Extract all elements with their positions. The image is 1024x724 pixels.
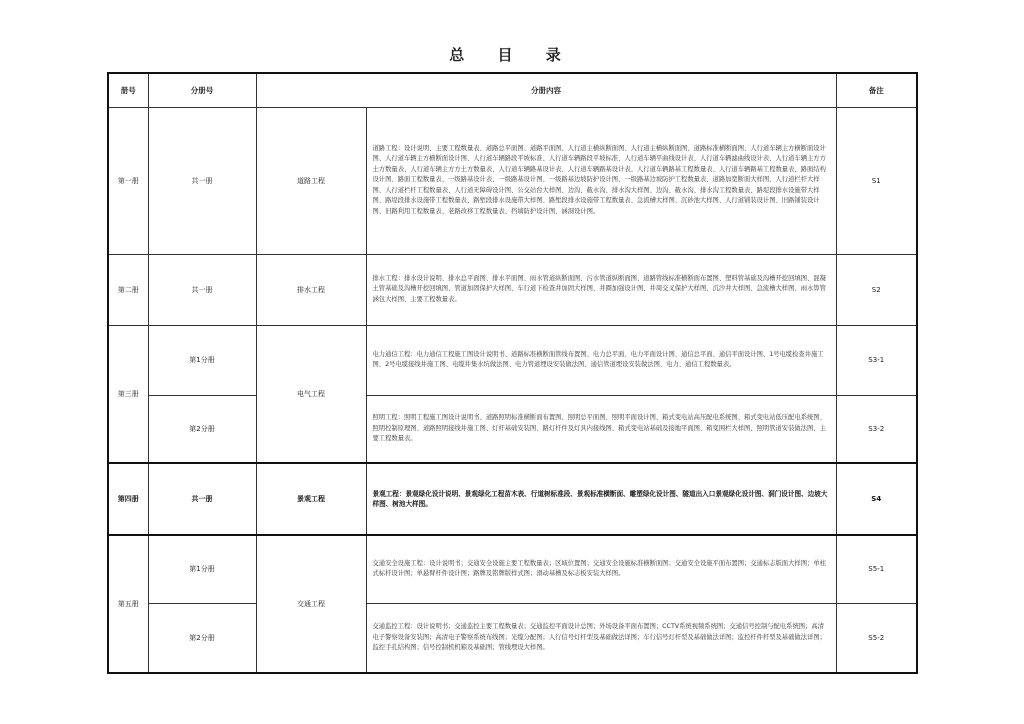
content-cell: 照明工程：照明工程施工图设计说明书、道路照明标准横断面布置图、照明总平面图、照明平面设计图、箱式变电站高压配电系统图、箱式变电站低压配电系统图、照明控制原理图、道路照明接线井施工图、灯杆基础安装图、路灯杆件及灯具内接线图、箱式变电站基础及接地平面图、箱变围栏大样图、照明管道安装做法图、主要工程数量表。 <box>366 395 836 463</box>
table-row <box>108 603 917 673</box>
catalog-table <box>107 72 918 674</box>
category-cell: 景观工程 <box>256 463 366 535</box>
header-remark: 备注 <box>836 73 917 107</box>
content-cell: 道路工程：设计说明、主要工程数量表、道路总平面图、道路平面图、人行道主横纵断面图、人行道主横纵断面图、道路标准横断面图、人行道车辆主方横断面设计图、人行道车辆主方横断面设计图、人行道车辆路段平坡标准、人行道车辆路段平坡标准、人行道车辆平曲线设计表、人行道车辆滤曲线设计表、人行道车辆主方方土方数量表、人行道车辆主方方土方数量表、人行道车辆路基设计表、人行道车辆路基设计表、人行道车辆路基工程数量表、人行道车辆路基工程数量表、路面结构设计图、路面工程数量表、一级路基设计表、一级路基设计图、一级路基边坡防护设计图、一级路基边坡防护工程数量表、道路加宽断面大样图、人行道栏杆大样图、人行道栏杆工程数量表、人行道无障碍设计图、公交站台大样图、边沟、截水沟、排水沟大样图、边沟、截水沟、排水沟工程数量表、路堤段排水设施带大样图、路堤段排水设施带工程数量表、路堑段排水设施带大样图、路堑段排水设施带工程数量表、急流槽大样图、沉砂池大样图、人行道铺装设计图、旧路铺装设计图、旧路利用工程数量表、老路改移工程数量表、挡墙防护设计图、涵洞设计图。 <box>366 107 836 254</box>
header-content: 分册内容 <box>256 73 836 107</box>
remark-cell: S3-2 <box>836 395 917 463</box>
volume-cell: 第四册 <box>108 463 148 535</box>
sub-volume-cell: 共一册 <box>148 254 256 325</box>
sub-volume-cell: 共一册 <box>148 107 256 254</box>
page-title: 总 目 录 <box>449 46 575 64</box>
remark-cell: S4 <box>836 463 917 535</box>
header-volume: 册号 <box>108 73 148 107</box>
volume-cell: 第二册 <box>108 254 148 325</box>
table-row <box>108 395 917 463</box>
volume-cell: 第一册 <box>108 107 148 254</box>
content-cell: 交通安全设施工程：设计说明书；交通安全设施主要工程数量表；区域位置图；交通安全设施标准横断面图；交通安全设施平面布置图；交通标志版面大样图；单柱式标杆设计图；单悬臂杆件设计图；路牌及铭牌版样式图；滑动基槽及标志板安装大样图。 <box>366 535 836 603</box>
remark-cell: S2 <box>836 254 917 325</box>
sub-volume-cell: 共一册 <box>148 463 256 535</box>
remark-cell: S5-2 <box>836 603 917 673</box>
table-row <box>108 107 917 254</box>
sub-volume-cell: 第1分册 <box>148 535 256 603</box>
table-row <box>108 535 917 603</box>
category-cell: 排水工程 <box>256 254 366 325</box>
content-cell: 景观工程：景观绿化设计说明、景观绿化工程苗木表、行道树标准段、景观标准横断面、雕塑绿化设计图、隧道出入口景观绿化设计图、洞门设计图、边坡大样图、树池大样图。 <box>366 463 836 535</box>
category-cell: 道路工程 <box>256 107 366 254</box>
header-sub-volume: 分册号 <box>148 73 256 107</box>
content-cell: 排水工程：排水设计说明、排水总平面图、排水平面图、雨水管道纵断面图、污水管道纵断面图、道路管线标准横断面布置图、塑料管基础及沟槽开挖回填图、混凝土管基础及沟槽开挖回填图、管道加固保护大样图、车行道下检查井加固大样图、井圈加强设计图、井周交叉保护大样图、沉沙井大样图、急流槽大样图、雨水箅管涵包大样图、主要工程数量表。 <box>366 254 836 325</box>
sub-volume-cell: 第2分册 <box>148 395 256 463</box>
remark-cell: S5-1 <box>836 535 917 603</box>
content-cell: 电力通信工程：电力通信工程施工图设计说明书、道路标准横断面管线布置图、电力总平面、电力平面设计图、通信总平面、通信平面设计图、1号电缆检查井施工图、2号电缆接线井施工图、电缆井集水坑做法图、电力管道埋设安装做法图、通信管道埋设安装做法图、电力、通信工程数量表。 <box>366 325 836 395</box>
content-cell: 交通监控工程：设计说明书；交通监控主要工程数量表；交通监控平面设计总图；外场设备平面布置图；CCTV系统视频系统图；交通信号控制与配电系统图；高清电子警察设备安装图；高清电子警察系统布线图；光缆分配图；人行信号灯杆型及基础做法详图；车行信号灯杆型及基础做法详图；监控杆件杆型及基础做法详图；监控手孔结构图；信号控制机机箱及基础图；管线埋设大样图。 <box>366 603 836 673</box>
table-row <box>108 325 917 395</box>
sub-volume-cell: 第1分册 <box>148 325 256 395</box>
volume-cell: 第五册 <box>108 535 148 673</box>
remark-cell: S3-1 <box>836 325 917 395</box>
table-header-row <box>108 73 917 107</box>
volume-cell: 第三册 <box>108 325 148 463</box>
category-cell: 电气工程 <box>256 325 366 463</box>
category-cell: 交通工程 <box>256 535 366 673</box>
table-row <box>108 254 917 325</box>
table-row <box>108 463 917 535</box>
sub-volume-cell: 第2分册 <box>148 603 256 673</box>
remark-cell: S1 <box>836 107 917 254</box>
